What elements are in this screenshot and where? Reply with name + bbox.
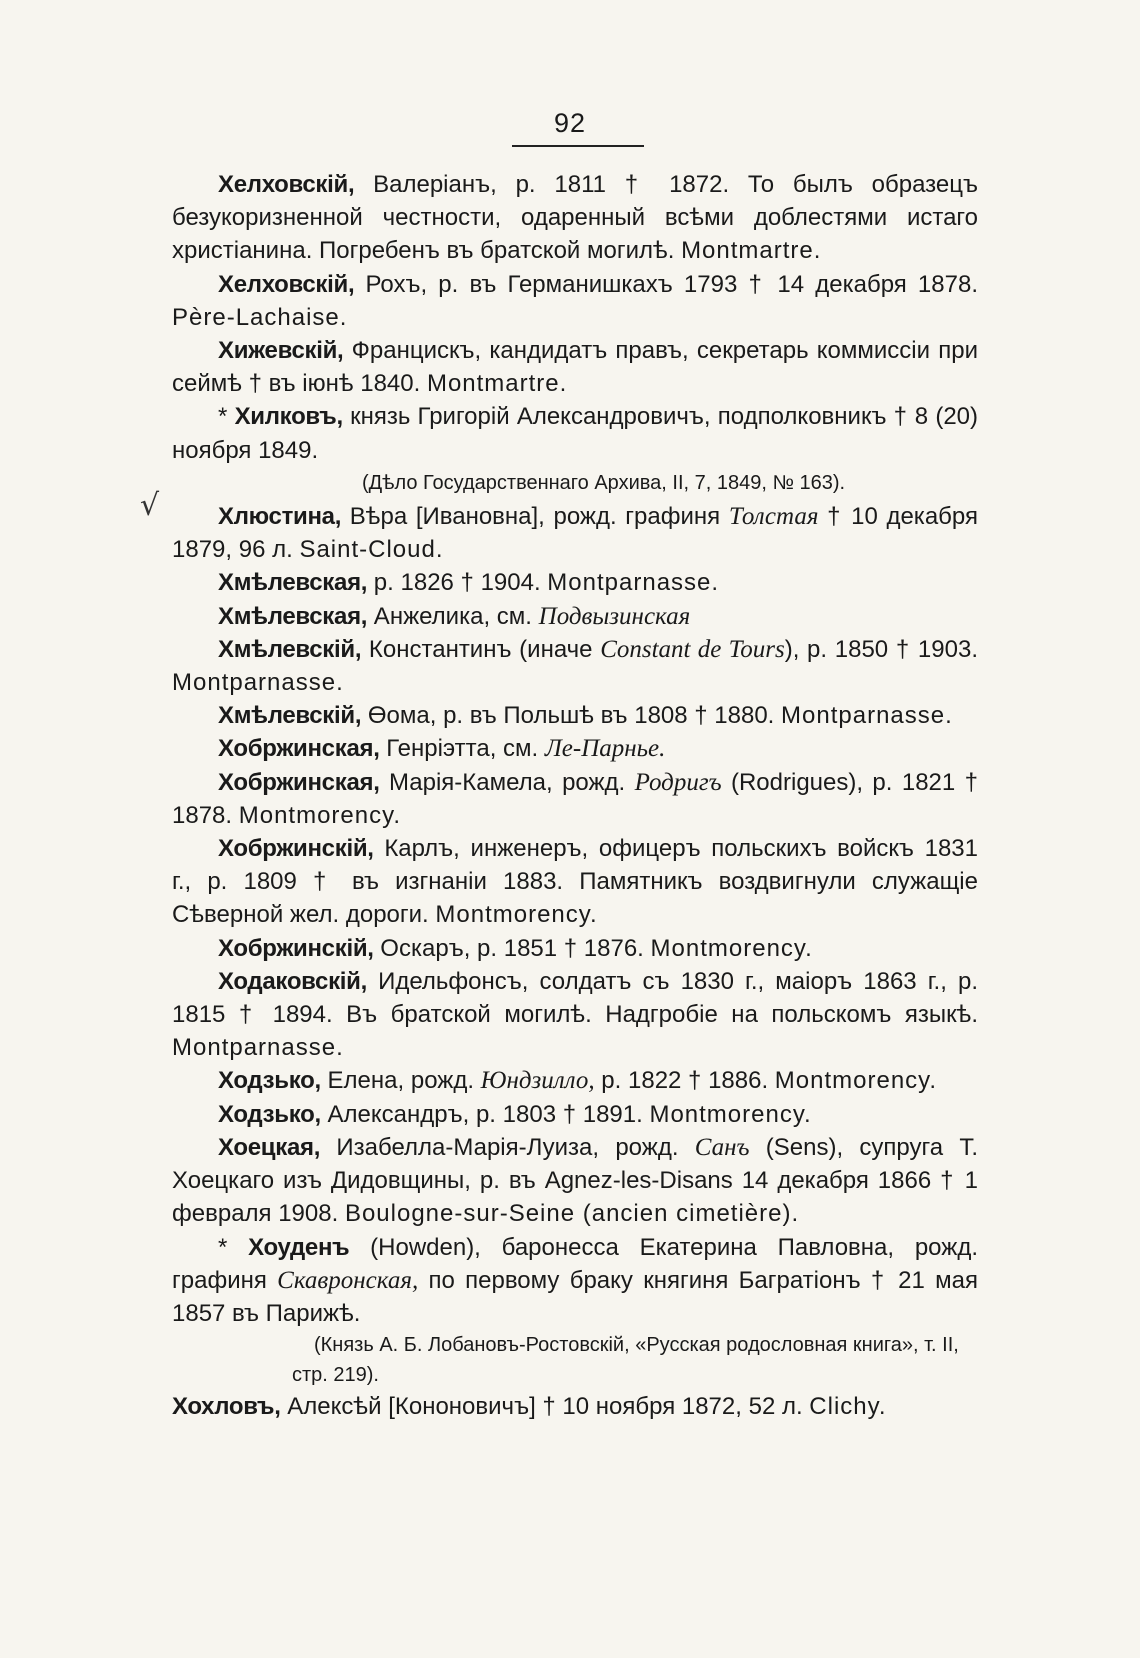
entry	[172, 500, 978, 566]
entry-name: Хмѣлевская,	[218, 602, 368, 630]
entry	[172, 1231, 978, 1331]
entry-text: Анжелика, см.	[367, 602, 539, 630]
entry	[172, 1098, 978, 1131]
entry-text: (Rodrigues), р. 1821 † 1878.	[172, 768, 978, 829]
cemetery-name: Montmorency.	[649, 1100, 812, 1128]
entry-text: Генріэтта, см.	[379, 735, 545, 763]
entry-list	[172, 168, 978, 1423]
entry-text: р. 1822 † 1886.	[594, 1067, 775, 1095]
entry-name: Ходаковскій,	[218, 967, 367, 995]
entry-text: Вѣра [Ивановна], рожд. графиня	[341, 503, 729, 531]
entry-name: Хобржинскій,	[218, 835, 374, 863]
source-citation: (Дѣло Государственнаго Архива, II, 7, 1849, № 163).	[362, 471, 846, 494]
cemetery-name: Montmartre.	[681, 237, 822, 265]
page-number-rule	[512, 145, 644, 147]
entry-text: Францискъ, кандидатъ правъ, секретарь коммиссіи при сеймѣ † въ іюнѣ 1840.	[172, 337, 978, 398]
cemetery-name: Montparnasse.	[172, 669, 344, 697]
entry	[172, 1390, 978, 1423]
entry-text: (Sens), супруга Т. Хоецкаго изъ Дидовщины, р. въ Agnez-les-Disans 14 декабря 1866 † 1 февраля 1908.	[172, 1133, 978, 1228]
entry-text: р. 1826 † 1904.	[367, 569, 548, 597]
cemetery-name: Montparnasse.	[172, 1034, 344, 1062]
cemetery-name: Montparnasse.	[547, 569, 720, 597]
cemetery-name: Montmorency.	[650, 934, 813, 962]
entry-text: Өома, р. въ Польшѣ въ 1808 † 1880.	[361, 702, 782, 730]
entry-text: Марія-Камела, рожд.	[379, 768, 635, 796]
entry	[172, 732, 978, 765]
entry-name: Хобржинскій,	[218, 934, 374, 962]
entry	[172, 633, 978, 699]
entry	[172, 1064, 978, 1097]
entry-text: Алексѣй [Кононовичъ] † 10 ноября 1872, 52 л.	[280, 1393, 810, 1421]
entry-name: Хоуденъ	[248, 1233, 350, 1261]
cemetery-name: Montparnasse.	[781, 702, 953, 730]
entry	[172, 600, 978, 633]
entry-text: Изабелла-Марія-Луиза, рожд.	[320, 1133, 695, 1161]
entry-text: ), р. 1850 † 1903.	[784, 635, 978, 663]
entry-name: Хмѣлевскій,	[218, 635, 362, 663]
source-citation: (Князь А. Б. Лобановъ-Ростовскій, «Русская родословная книга», т. II, стр. 219).	[292, 1334, 959, 1387]
entry-name: Хобржинская,	[218, 735, 380, 763]
entry	[172, 965, 978, 1065]
asterisk-marker: *	[218, 403, 235, 431]
entry-text: Валеріанъ, р. 1811 † 1872. То былъ образецъ безукоризненной честности, одаренный всѣми доблестями истаго христіанина. Погребенъ въ братской могилѣ.	[172, 171, 978, 265]
entry-name: Хлюстина,	[218, 503, 342, 531]
cemetery-name: Montmorency.	[435, 901, 598, 929]
italic-name: Санъ	[694, 1133, 750, 1161]
entry-name: Хилковъ,	[234, 403, 343, 431]
margin-check-mark: √	[140, 488, 160, 523]
entry-name: Ходзько,	[218, 1100, 321, 1128]
cemetery-name: Saint-Cloud.	[299, 536, 444, 564]
italic-name: Толстая	[728, 503, 819, 531]
entry	[172, 766, 978, 832]
entry	[172, 400, 978, 466]
entry-name: Хохловъ,	[172, 1393, 281, 1421]
italic-name: Подвызинская	[538, 602, 691, 630]
entry-text: Елена, рожд.	[320, 1067, 481, 1095]
entry-text: князь Григорій Александровичъ, подполковникъ † 8 (20) ноября 1849.	[172, 403, 979, 464]
entry-name: Хмѣлевская,	[218, 569, 368, 597]
entry	[172, 334, 978, 400]
entry	[172, 168, 978, 268]
cemetery-name: Boulogne-sur-Seine (ancien cimetière).	[344, 1200, 800, 1228]
entry-name: Ходзько,	[218, 1067, 321, 1095]
entry-text: Карлъ, инженеръ, офицеръ польскихъ войскъ 1831 г., р. 1809 † въ изгнаніи 1883. Памятникъ воздвигнули служащіе Сѣверной жел. дороги.	[172, 835, 978, 929]
entry-text: Александръ, р. 1803 † 1891.	[320, 1100, 650, 1128]
entry-name: Хоецкая,	[218, 1133, 321, 1161]
cemetery-name: Montmartre.	[426, 370, 568, 398]
cemetery-name: Père-Lachaise.	[172, 303, 348, 331]
asterisk-marker: *	[218, 1233, 249, 1261]
entry	[172, 1131, 978, 1231]
entry-text: (Howden), баронесса Екатерина Павловна, рожд. графиня	[172, 1233, 978, 1294]
entry-name: Хелховскій,	[218, 171, 355, 198]
entry-text: Константинъ (иначе	[361, 635, 601, 663]
italic-name: Юндзилло,	[480, 1067, 595, 1095]
entry-name: Хелховскій,	[218, 270, 355, 298]
entry-name: Хмѣлевскій,	[218, 702, 362, 730]
entry-text: Оскаръ, р. 1851 † 1876.	[373, 934, 651, 962]
italic-name: Скавронская,	[277, 1266, 419, 1294]
cemetery-name: Montmorency.	[774, 1067, 938, 1095]
entry-text: † 10 декабря 1879, 96 л.	[172, 503, 979, 564]
italic-name: Constant de Tours	[600, 635, 785, 663]
entry-text: Рохъ, р. въ Германишкахъ 1793 † 14 декабря 1878.	[354, 270, 978, 298]
entry	[172, 566, 978, 599]
page-number: 92	[553, 108, 587, 138]
cemetery-name: Montmorency.	[238, 801, 402, 829]
entry-name: Хижевскій,	[218, 337, 344, 365]
italic-name: Ле-Парнье.	[544, 735, 666, 763]
cemetery-name: Clichy.	[809, 1393, 887, 1421]
entry	[172, 268, 978, 334]
entry	[172, 832, 978, 932]
entry	[172, 932, 978, 965]
entry-text: Идельфонсъ, солдатъ съ 1830 г., маіоръ 1863 г., р. 1815 † 1894. Въ братской могилѣ. Надгробіе на польскомъ языкѣ.	[172, 967, 978, 1029]
entry-text: по первому браку княгиня Багратіонъ † 21 мая 1857 въ Парижѣ.	[172, 1266, 978, 1327]
entry	[172, 699, 978, 732]
entry-name: Хобржинская,	[218, 768, 380, 796]
italic-name: Родригъ	[634, 768, 722, 796]
